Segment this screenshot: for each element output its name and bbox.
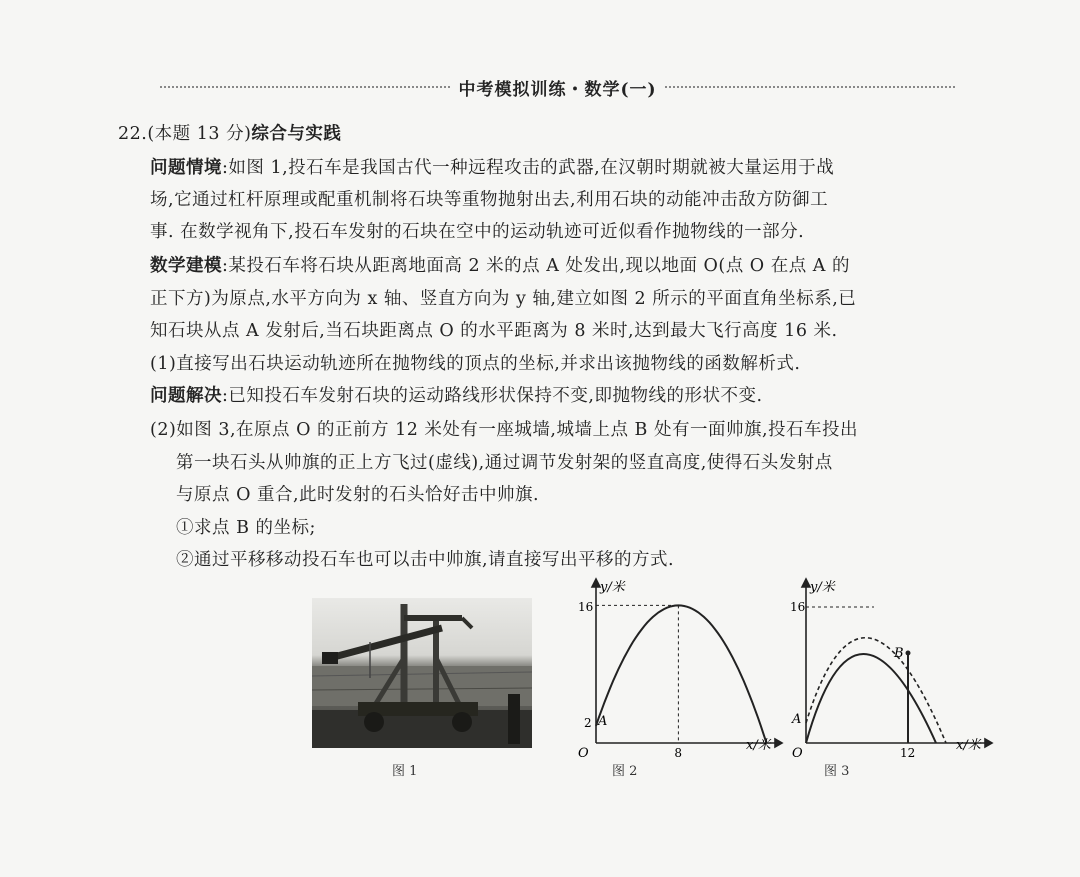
- header-divider-left: [160, 86, 450, 88]
- fig3-tick-12: 12: [900, 746, 916, 760]
- fig3-x-label: x/米: [956, 738, 981, 753]
- fig1-caption: 图 1: [392, 764, 418, 779]
- fig2-origin-label: O: [578, 746, 589, 761]
- fig3-point-b: [906, 651, 911, 656]
- part2-line-1: (2)如图 3,在原点 O 的正前方 12 米处有一座城墙,城墙上点 B 处有一面帅旗,投石车投出: [150, 420, 859, 440]
- fig3-point-a-label: A: [792, 712, 802, 727]
- fig3-dashed-trajectory: [806, 638, 946, 743]
- fig3-caption: 图 3: [824, 764, 850, 779]
- fig2-x-label: x/米: [746, 738, 771, 753]
- solving-line: [150, 384, 763, 408]
- modeling-line-1: [150, 254, 850, 278]
- fig3-x-arrow: [985, 739, 992, 747]
- fig2-tick-2: 2: [584, 716, 592, 730]
- fig3-y-label: y/米: [810, 580, 835, 595]
- solving-text: :已知投石车发射石块的运动路线形状保持不变,即抛物线的形状不变.: [222, 386, 763, 406]
- situation-line-3: 事. 在数学视角下,投石车发射的石块在空中的运动轨迹可近似看作抛物线的一部分.: [150, 222, 805, 242]
- sub-question-2: ②通过平移移动投石车也可以击中帅旗,请直接写出平移的方式.: [176, 550, 675, 570]
- fig3-origin-label: O: [792, 746, 803, 761]
- fig2-caption: 图 2: [612, 764, 638, 779]
- fig2-x-arrow: [775, 739, 782, 747]
- modeling-line-2: 正下方)为原点,水平方向为 x 轴、竖直方向为 y 轴,建立如图 2 所示的平面直角坐标系,已: [150, 289, 857, 309]
- fig3-solid-trajectory: [806, 654, 936, 743]
- trebuchet-illustration: [312, 598, 532, 748]
- situation-text-1: :如图 1,投石车是我国古代一种远程攻击的武器,在汉朝时期就被大量运用于战: [222, 158, 835, 178]
- part2-line-2: 第一块石头从帅旗的正上方飞过(虚线),通过调节发射架的竖直高度,使得石头发射点: [176, 453, 833, 473]
- figure-3: [790, 575, 1010, 775]
- part1-text: (1)直接写出石块运动轨迹所在抛物线的顶点的坐标,并求出该抛物线的函数解析式.: [150, 354, 801, 374]
- trebuchet-photo: [312, 598, 532, 748]
- fig3-tick-16: 16: [790, 600, 806, 614]
- situation-line-2: 场,它通过杠杆原理或配重机制将石块等重物抛射出去,利用石块的动能冲击敌方防御工: [150, 190, 829, 210]
- fig2-y-label: y/米: [600, 580, 625, 595]
- fig2-y-arrow: [592, 579, 600, 587]
- header-title: 中考模拟训练・数学(一): [458, 79, 657, 100]
- situation-label: 问题情境: [150, 158, 222, 178]
- question-number: 22.: [118, 124, 148, 144]
- figure-2: [570, 575, 790, 775]
- part2-line-3: 与原点 O 重合,此时发射的石头恰好击中帅旗.: [176, 485, 540, 505]
- solving-label: 问题解决: [150, 386, 222, 406]
- fig2-tick-8: 8: [674, 746, 683, 760]
- page-header: [160, 74, 955, 100]
- fig2-parabola: [596, 605, 767, 743]
- question-meta: (本题 13 分): [147, 124, 252, 144]
- modeling-text-1: :某投石车将石块从距离地面高 2 米的点 A 处发出,现以地面 O(点 O 在点 A 的: [222, 256, 850, 276]
- header-divider-right: [665, 86, 955, 88]
- question-heading: [118, 122, 341, 146]
- fig3-point-b-label: B: [894, 646, 904, 661]
- modeling-line-3: 知石块从点 A 发射后,当石块距离点 O 的水平距离为 8 米时,达到最大飞行高度 16 米.: [150, 321, 838, 341]
- modeling-label: 数学建模: [150, 256, 222, 276]
- fig2-point-a-label: A: [598, 714, 608, 729]
- question-topic: 综合与实践: [251, 124, 342, 144]
- situation-line-1: [150, 156, 834, 180]
- sub-question-1: ①求点 B 的坐标;: [176, 518, 316, 538]
- fig3-y-arrow: [802, 579, 810, 587]
- fig2-tick-16: 16: [578, 600, 594, 614]
